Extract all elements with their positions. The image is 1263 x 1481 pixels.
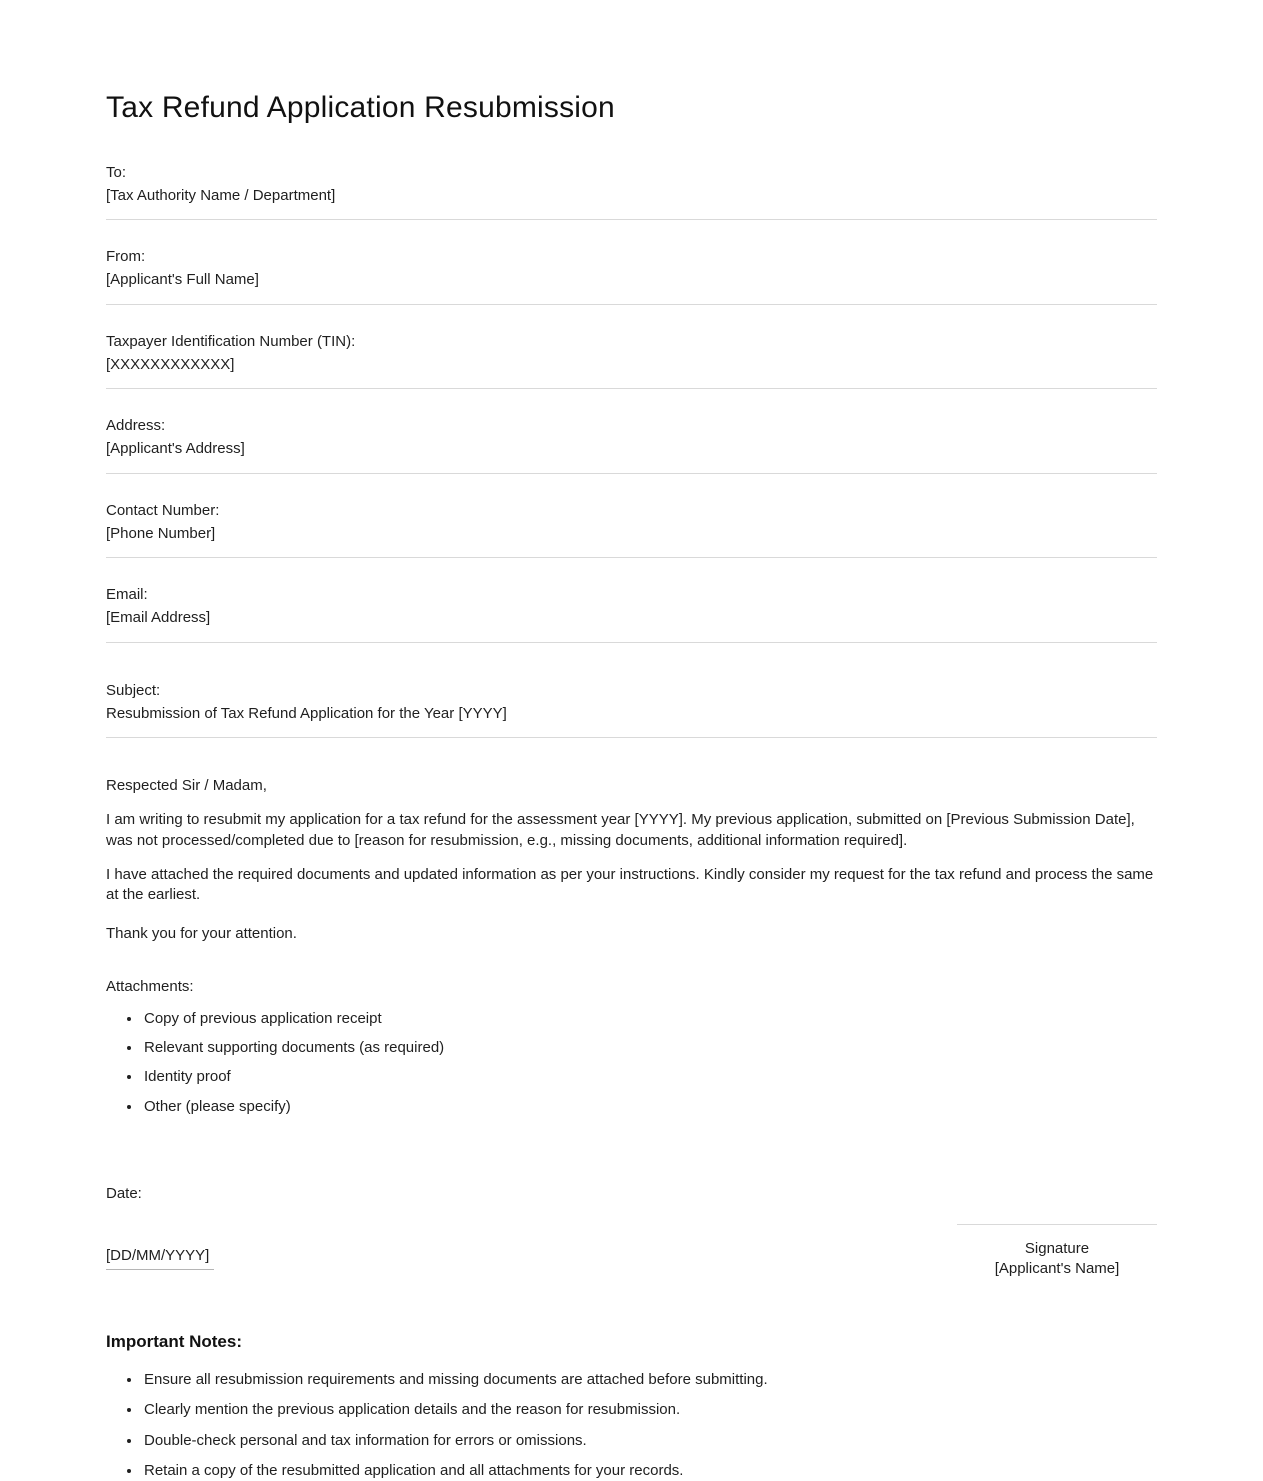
signature-name: [Applicant's Name] bbox=[994, 1260, 1120, 1277]
note-item: • Double-check personal and tax information for errors or omissions. bbox=[142, 1431, 1157, 1451]
field-email-value: [Email Address] bbox=[106, 609, 211, 627]
field-to-label: To: bbox=[106, 163, 127, 181]
signature-label: Signature bbox=[1024, 1239, 1090, 1257]
attachments-heading: Attachments: bbox=[106, 977, 194, 995]
body-paragraph-1: I am writing to resubmit my application for a tax refund for the assessment year [YYYY]. My previous application, submitted on [Previous Submission Date], was not processed/completed due to [reason for resubmission, e.g., missing documents, additional information required]. bbox=[106, 811, 1135, 849]
field-subject bbox=[106, 681, 1157, 739]
field-contact-number-value: [Phone Number] bbox=[106, 524, 216, 542]
important-notes-heading: Important Notes: bbox=[106, 1332, 242, 1352]
field-address-value: [Applicant's Address] bbox=[106, 440, 245, 458]
field-address bbox=[106, 416, 1157, 474]
field-subject-value: Resubmission of Tax Refund Application for the Year [YYYY] bbox=[106, 704, 507, 722]
attachment-item: • Copy of previous application receipt bbox=[142, 1009, 1157, 1029]
date-block bbox=[106, 1184, 214, 1271]
page-title: Tax Refund Application Resubmission bbox=[106, 91, 615, 124]
attachments-list bbox=[106, 1009, 1157, 1117]
field-email-label: Email: bbox=[106, 586, 148, 603]
field-contact-number-label: Contact Number: bbox=[106, 501, 220, 519]
field-address-label: Address: bbox=[106, 417, 166, 434]
date-value: [DD/MM/YYYY] bbox=[106, 1246, 214, 1270]
field-to bbox=[106, 163, 1157, 221]
field-tin-label: Taxpayer Identification Number (TIN): bbox=[106, 332, 356, 350]
attachment-item: • Identity proof bbox=[142, 1067, 1157, 1087]
date-signature-row bbox=[106, 1184, 1157, 1280]
field-subject-label: Subject: bbox=[106, 681, 161, 699]
body-paragraph-2: I have attached the required documents and updated information as per your instructions. Kindly consider my request for the tax refund and process the same at the earliest. bbox=[106, 865, 1154, 903]
field-to-value: [Tax Authority Name / Department] bbox=[106, 186, 336, 204]
field-tin bbox=[106, 332, 1157, 390]
field-from-value: [Applicant's Full Name] bbox=[106, 271, 259, 289]
salutation: Respected Sir / Madam, bbox=[106, 777, 267, 794]
closing-line: Thank you for your attention. bbox=[106, 925, 297, 943]
note-item: • Ensure all resubmission requirements and missing documents are attached before submitting. bbox=[142, 1370, 1157, 1390]
note-item: • Retain a copy of the resubmitted application and all attachments for your records. bbox=[142, 1461, 1157, 1481]
date-label: Date: bbox=[106, 1184, 142, 1202]
field-from-label: From: bbox=[106, 248, 146, 265]
field-contact-number bbox=[106, 501, 1157, 559]
field-tin-value: [XXXXXXXXXXXX] bbox=[106, 355, 235, 373]
document-content bbox=[106, 0, 1157, 1481]
note-item: • Clearly mention the previous application details and the reason for resubmission. bbox=[142, 1400, 1157, 1420]
attachment-item: • Relevant supporting documents (as required) bbox=[142, 1038, 1157, 1058]
signature-line bbox=[957, 1224, 1157, 1225]
signature-block bbox=[957, 1224, 1157, 1280]
attachment-item: • Other (please specify) bbox=[142, 1097, 1157, 1117]
field-email bbox=[106, 585, 1157, 643]
important-notes-list bbox=[106, 1370, 1157, 1481]
field-from bbox=[106, 247, 1157, 305]
